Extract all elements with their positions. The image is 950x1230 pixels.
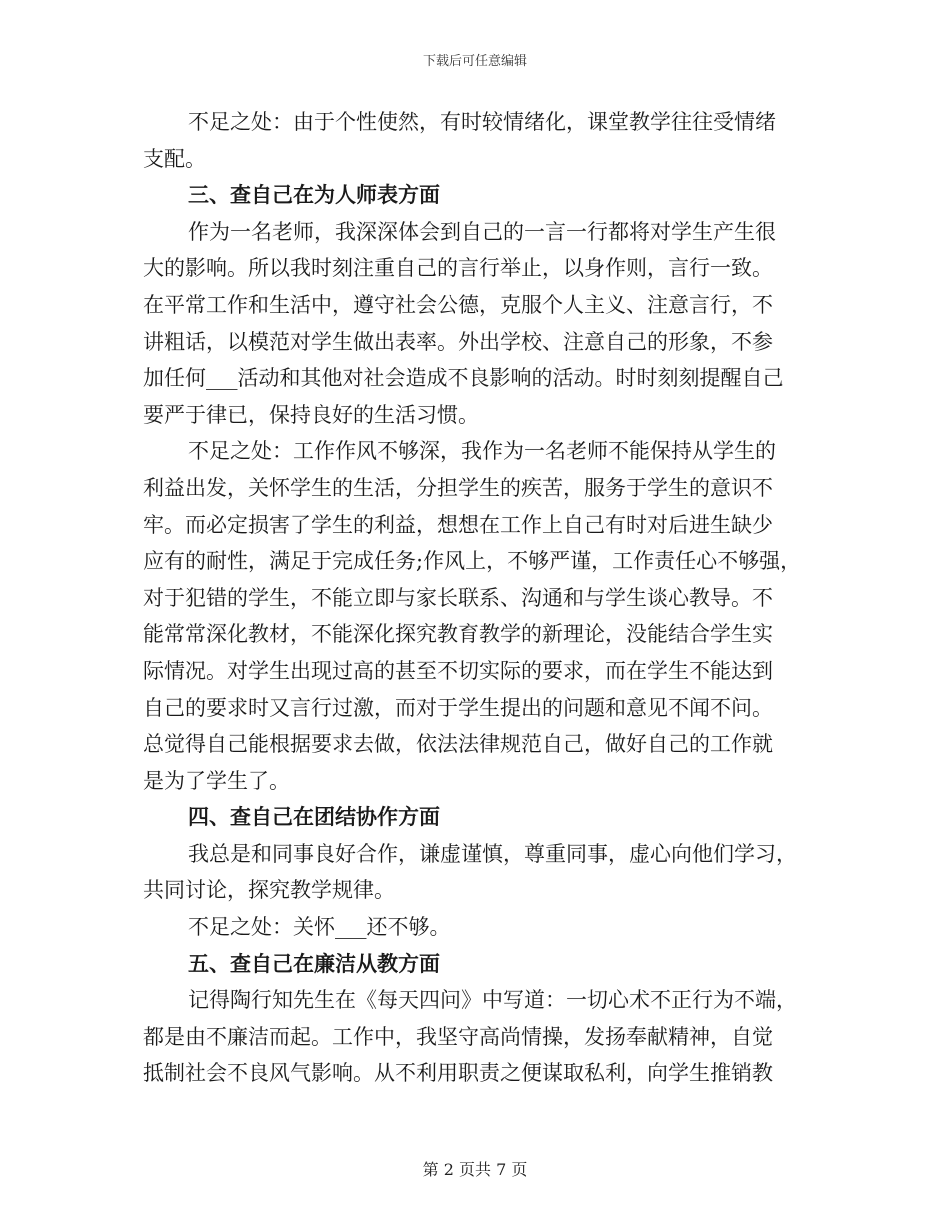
paragraph-line: 讲粗话，以模范对学生做出表率。外出学校、注意自己的形象，不参 — [143, 329, 773, 354]
document-body — [143, 104, 813, 1092]
paragraph-line: 在平常工作和生活中，遵守社会公德，克服个人主义、注意言行，不 — [143, 292, 773, 317]
paragraph-line: 自己的要求时又言行过激，而对于学生提出的问题和意见不闻不问。 — [143, 695, 773, 720]
paragraph-line: 我总是和同事良好合作，谦虚谨慎，尊重同事，虚心向他们学习， — [188, 841, 797, 866]
paragraph-line: 应有的耐性，满足于完成任务;作风上，不够严谨，工作责任心不够强， — [143, 549, 802, 574]
paragraph-line: 作为一名老师，我深深体会到自己的一言一行都将对学生产生很 — [188, 219, 776, 244]
paragraph-line: 利益出发，关怀学生的生活，分担学生的疾苦，服务于学生的意识不 — [143, 475, 773, 500]
paragraph-line: 要严于律已，保持良好的生活习惯。 — [143, 402, 479, 427]
paragraph-line: 大的影响。所以我时刻注重自己的言行举止，以身作则，言行一致。 — [143, 256, 773, 281]
page-footer: 第 2 页共 7 页 — [422, 1160, 528, 1179]
paragraph-line: 牢。而必定损害了学生的利益，想想在工作上自己有时对后进生缺少 — [143, 512, 773, 537]
paragraph-line: 不足之处：关怀___还不够。 — [188, 915, 451, 940]
paragraph-line: 对于犯错的学生，不能立即与家长联系、沟通和与学生谈心教导。不 — [143, 585, 773, 610]
section-heading: 三、查自己在为人师表方面 — [188, 182, 440, 208]
section-heading: 四、查自己在团结协作方面 — [188, 804, 440, 830]
paragraph-line: 记得陶行知先生在《每天四问》中写道：一切心术不正行为不端， — [188, 988, 797, 1013]
paragraph-line: 能常常深化教材，不能深化探究教育教学的新理论，没能结合学生实 — [143, 622, 773, 647]
paragraph-line: 不足之处：工作作风不够深，我作为一名老师不能保持从学生的 — [188, 439, 776, 464]
paragraph-line: 支配。 — [143, 146, 206, 171]
paragraph-line: 总觉得自己能根据要求去做，依法法律规范自己，做好自己的工作就 — [143, 732, 773, 757]
page-header: 下载后可任意编辑 — [422, 54, 527, 69]
section-heading: 五、查自己在廉洁从教方面 — [188, 950, 440, 976]
paragraph-line: 是为了学生了。 — [143, 768, 290, 793]
paragraph-line: 共同讨论，探究教学规律。 — [143, 878, 395, 903]
paragraph-line: 际情况。对学生出现过高的甚至不切实际的要求，而在学生不能达到 — [143, 658, 773, 683]
paragraph-line: 不足之处：由于个性使然，有时较情绪化，课堂教学往往受情绪 — [188, 110, 776, 134]
paragraph-line: 抵制社会不良风气影响。从不利用职责之便谋取私利，向学生推销教 — [143, 1061, 773, 1086]
paragraph-line: 加任何___活动和其他对社会造成不良影响的活动。时时刻刻提醒自己 — [143, 366, 784, 391]
paragraph-line: 都是由不廉洁而起。工作中，我坚守高尚情操，发扬奉献精神，自觉 — [143, 1024, 773, 1049]
